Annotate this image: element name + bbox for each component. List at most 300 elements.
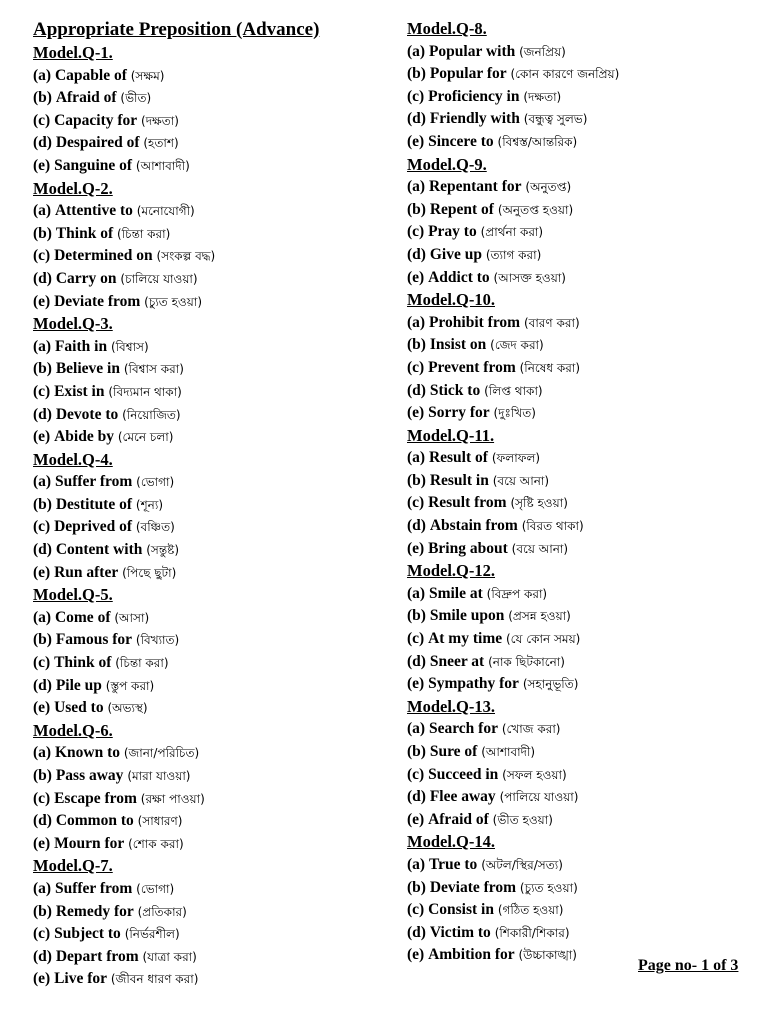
item-label: (b)	[33, 902, 52, 920]
model-title: Model.Q-11.	[407, 425, 495, 445]
item-phrase: Flee away	[429, 788, 496, 806]
model-block	[33, 720, 388, 856]
item-phrase: Sympathy for	[428, 675, 519, 693]
item-label: (e)	[33, 156, 51, 174]
model-title: Model.Q-7.	[33, 856, 113, 876]
preposition-item	[407, 515, 752, 538]
preposition-item	[407, 854, 752, 877]
item-label: (a)	[407, 855, 426, 873]
preposition-item	[407, 786, 752, 809]
item-phrase: Subject to	[54, 925, 121, 943]
item-phrase: Deviate from	[429, 878, 517, 896]
model-block	[407, 831, 752, 967]
item-meaning: (সফল হওয়া)	[502, 767, 567, 782]
item-phrase: Devote to	[55, 405, 119, 423]
preposition-item	[33, 765, 388, 788]
item-meaning: (বয়ে আনা)	[492, 473, 550, 488]
preposition-item	[407, 312, 752, 335]
preposition-item	[33, 901, 388, 924]
preposition-item	[33, 878, 388, 901]
item-meaning: (ফলাফল)	[491, 451, 541, 466]
preposition-item	[33, 629, 388, 652]
preposition-item	[33, 652, 388, 675]
preposition-item	[407, 108, 752, 131]
item-phrase: Prevent from	[428, 358, 516, 376]
item-label: (c)	[407, 630, 425, 648]
item-label: (d)	[33, 947, 52, 965]
item-label: (e)	[407, 404, 425, 422]
preposition-item	[33, 516, 388, 539]
model-title: Model.Q-12.	[407, 561, 495, 581]
item-meaning: (প্রতিকার)	[137, 904, 187, 919]
item-label: (d)	[33, 676, 52, 694]
model-title: Model.Q-9.	[407, 154, 487, 174]
item-label: (e)	[33, 292, 51, 310]
preposition-item	[407, 877, 752, 900]
item-label: (c)	[407, 358, 425, 376]
item-meaning: (বয়ে আনা)	[511, 541, 569, 556]
item-meaning: (বিখ্যাত)	[135, 633, 180, 648]
item-label: (b)	[407, 607, 426, 625]
item-meaning: (সাধারণ)	[137, 814, 183, 829]
item-phrase: Sneer at	[429, 652, 485, 670]
item-label: (e)	[33, 834, 51, 852]
item-meaning: (বিশ্বস্ত/আন্তরিক)	[497, 134, 578, 149]
preposition-item	[33, 132, 388, 155]
preposition-item	[33, 65, 388, 88]
item-label: (b)	[33, 89, 52, 107]
item-phrase: Prohibit from	[428, 313, 521, 331]
preposition-item	[33, 358, 388, 381]
item-label: (e)	[407, 539, 425, 557]
item-label: (a)	[407, 313, 426, 331]
item-phrase: Escape from	[54, 789, 137, 807]
item-phrase: Believe in	[55, 360, 120, 378]
item-meaning: (দক্ষতা)	[141, 113, 179, 128]
model-title: Model.Q-10.	[407, 290, 495, 310]
item-meaning: (অনুতপ্ত হওয়া)	[497, 202, 574, 217]
item-label: (a)	[33, 202, 52, 220]
model-block	[33, 584, 388, 720]
preposition-item	[33, 968, 388, 991]
item-phrase: Search for	[428, 720, 498, 738]
preposition-item	[407, 244, 752, 267]
model-title: Model.Q-6.	[33, 720, 113, 740]
item-phrase: Used to	[54, 699, 104, 717]
item-label: (b)	[33, 360, 52, 378]
item-meaning: (দক্ষতা)	[523, 89, 562, 104]
item-meaning: (পিছে ছুটা)	[122, 565, 177, 580]
item-label: (d)	[407, 245, 426, 263]
preposition-item	[407, 63, 752, 86]
item-phrase: Bring about	[428, 539, 508, 557]
preposition-item	[33, 155, 388, 178]
item-label: (c)	[33, 111, 51, 129]
item-label: (b)	[33, 631, 52, 649]
item-phrase: Capable of	[54, 66, 127, 84]
item-label: (e)	[33, 970, 51, 988]
item-label: (d)	[33, 134, 52, 152]
preposition-item	[407, 651, 752, 674]
item-label: (d)	[407, 110, 426, 128]
preposition-item	[407, 492, 752, 515]
item-phrase: Ambition for	[428, 946, 515, 964]
model-block	[33, 178, 388, 314]
item-meaning: (রক্ষা পাওয়া)	[140, 791, 205, 806]
item-label: (a)	[407, 584, 426, 602]
item-phrase: Determined on	[54, 247, 153, 265]
model-block	[407, 696, 752, 832]
model-block	[33, 42, 388, 178]
item-meaning: (যে কোন সময়)	[505, 632, 581, 647]
item-meaning: (আসা)	[114, 610, 150, 625]
item-phrase: Result of	[428, 449, 488, 467]
preposition-item	[407, 673, 752, 696]
item-phrase: Suffer from	[54, 473, 133, 491]
item-meaning: (নিষেধ করা)	[519, 360, 581, 375]
item-phrase: Result from	[428, 494, 507, 512]
item-phrase: Think of	[54, 654, 112, 672]
item-meaning: (বিদ্যমান থাকা)	[108, 384, 182, 399]
page-number: Page no- 1 of 3	[638, 957, 739, 974]
preposition-item	[407, 357, 752, 380]
preposition-item	[407, 447, 752, 470]
preposition-item	[33, 923, 388, 946]
preposition-item	[33, 110, 388, 133]
model-title: Model.Q-2.	[33, 178, 113, 198]
item-meaning: (পালিয়ে যাওয়া)	[499, 790, 579, 805]
item-phrase: Pile up	[55, 676, 102, 694]
item-label: (d)	[33, 269, 52, 287]
preposition-item	[33, 200, 388, 223]
model-title: Model.Q-3.	[33, 314, 113, 334]
item-phrase: Victim to	[429, 923, 491, 941]
preposition-item	[407, 41, 752, 64]
model-title: Model.Q-4.	[33, 449, 113, 469]
item-meaning: (চিন্তা করা)	[115, 656, 169, 671]
item-meaning: (বিদ্রুপ করা)	[486, 586, 548, 601]
item-label: (d)	[33, 541, 52, 559]
preposition-item	[407, 380, 752, 403]
preposition-item	[407, 922, 752, 945]
item-phrase: Proficiency in	[428, 87, 520, 105]
item-phrase: Abstain from	[429, 517, 518, 535]
item-meaning: (সংকল্প বদ্ধ)	[156, 249, 216, 264]
item-meaning: (বিশ্বাস করা)	[123, 362, 184, 377]
item-meaning: (জানা/পরিচিত)	[123, 746, 200, 761]
item-phrase: Smile upon	[429, 607, 505, 625]
item-label: (e)	[407, 946, 425, 964]
preposition-item	[407, 402, 752, 425]
item-phrase: Mourn for	[54, 834, 125, 852]
item-meaning: (বিশ্বাস)	[110, 339, 149, 354]
item-label: (a)	[33, 473, 52, 491]
item-meaning: (লিপ্ত থাকা)	[484, 383, 543, 398]
preposition-item	[407, 199, 752, 222]
preposition-item	[33, 833, 388, 856]
item-phrase: Result in	[429, 471, 489, 489]
item-phrase: Despaired of	[55, 134, 140, 152]
item-meaning: (ভোগা)	[136, 475, 175, 490]
model-block	[407, 18, 752, 154]
item-meaning: (অটল/স্থির/সত্য)	[481, 857, 563, 872]
preposition-item	[407, 176, 752, 199]
item-phrase: Insist on	[429, 336, 487, 354]
item-phrase: Deviate from	[54, 292, 141, 310]
item-phrase: Destitute of	[55, 495, 133, 513]
preposition-item	[33, 381, 388, 404]
item-phrase: Run after	[54, 563, 119, 581]
item-phrase: Pass away	[55, 767, 124, 784]
item-meaning: (নির্ভরশীল)	[124, 927, 180, 942]
model-block	[407, 154, 752, 290]
item-label: (b)	[407, 336, 426, 354]
item-label: (a)	[407, 720, 426, 738]
item-label: (d)	[407, 652, 426, 670]
item-meaning: (জেদ করা)	[490, 338, 544, 353]
preposition-item	[33, 268, 388, 291]
model-block	[407, 425, 752, 561]
item-phrase: Come of	[54, 608, 111, 626]
preposition-item	[33, 810, 388, 833]
item-meaning: (আশাবাদী)	[135, 158, 190, 173]
item-label: (b)	[33, 767, 52, 784]
item-meaning: (ভীত)	[120, 91, 152, 106]
item-label: (d)	[407, 381, 426, 399]
item-meaning: (ভীত হওয়া)	[492, 812, 553, 827]
item-label: (a)	[33, 66, 52, 84]
item-meaning: (হতাশ)	[143, 136, 179, 151]
item-phrase: Common to	[55, 812, 134, 830]
item-phrase: Remedy for	[55, 902, 134, 920]
item-label: (b)	[407, 471, 426, 489]
item-label: (d)	[407, 517, 426, 535]
preposition-item	[33, 426, 388, 449]
preposition-item	[407, 583, 752, 606]
item-meaning: (মনোযোগী)	[136, 204, 195, 219]
preposition-item	[407, 131, 752, 154]
item-meaning: (জনপ্রিয়)	[519, 44, 566, 59]
item-label: (e)	[33, 563, 51, 581]
item-meaning: (নাক ছিটকানো)	[488, 654, 565, 669]
item-label: (c)	[33, 654, 51, 672]
model-block	[407, 289, 752, 425]
right-column	[407, 18, 752, 967]
model-title: Model.Q-13.	[407, 696, 495, 716]
item-meaning: (মারা যাওয়া)	[127, 769, 191, 783]
item-label: (b)	[33, 224, 52, 242]
item-label: (a)	[33, 879, 52, 897]
item-phrase: Deprived of	[54, 518, 132, 536]
preposition-item	[33, 494, 388, 517]
item-label: (a)	[33, 744, 52, 762]
item-phrase: True to	[428, 855, 478, 873]
item-meaning: (কোন কারণে জনপ্রিয়)	[510, 67, 620, 82]
model-block	[33, 855, 388, 991]
left-column-models	[33, 42, 388, 991]
item-label: (b)	[407, 200, 426, 218]
item-meaning: (সৃষ্টি হওয়া)	[510, 496, 568, 511]
preposition-item	[33, 245, 388, 268]
item-phrase: Smile at	[428, 584, 483, 602]
preposition-item	[407, 605, 752, 628]
preposition-item	[33, 562, 388, 585]
page-title: Appropriate Preposition (Advance)	[33, 19, 320, 40]
item-phrase: Famous for	[55, 631, 133, 649]
item-label: (a)	[33, 608, 52, 626]
item-meaning: (বন্ধুত্ব সুলভ)	[523, 112, 588, 127]
item-label: (e)	[33, 428, 51, 446]
item-meaning: (অনুতপ্ত)	[525, 180, 572, 195]
item-meaning: (দুঃখিত)	[493, 406, 536, 421]
item-phrase: Popular for	[429, 65, 507, 83]
item-phrase: Known to	[54, 744, 120, 762]
model-block	[407, 560, 752, 696]
item-label: (d)	[407, 788, 426, 806]
item-meaning: (প্রসন্ন হওয়া)	[508, 609, 571, 624]
preposition-item	[33, 223, 388, 246]
item-phrase: Content with	[55, 541, 143, 559]
preposition-item	[33, 471, 388, 494]
item-phrase: Sure of	[429, 743, 478, 760]
preposition-item	[407, 470, 752, 493]
item-phrase: Capacity for	[54, 111, 138, 129]
preposition-item	[407, 267, 752, 290]
item-phrase: Think of	[55, 224, 114, 242]
item-label: (e)	[407, 810, 425, 828]
preposition-item	[407, 334, 752, 357]
item-meaning: (গঠিত হওয়া)	[497, 903, 564, 918]
item-phrase: Repentant for	[428, 178, 522, 196]
right-column-models	[407, 18, 752, 967]
item-phrase: Pray to	[428, 223, 477, 241]
item-phrase: Afraid of	[55, 89, 117, 107]
model-title: Model.Q-5.	[33, 585, 113, 605]
item-meaning: (আশাবাদী)	[481, 745, 536, 759]
item-label: (e)	[407, 132, 425, 150]
item-meaning: (উচ্চাকাঙ্খা)	[518, 948, 577, 963]
model-block	[33, 449, 388, 585]
model-title: Model.Q-14.	[407, 832, 495, 852]
preposition-item	[407, 86, 752, 109]
preposition-item	[407, 628, 752, 651]
item-label: (a)	[407, 178, 426, 196]
item-phrase: At my time	[428, 630, 503, 648]
item-label: (c)	[407, 901, 425, 919]
item-label: (c)	[407, 494, 425, 512]
item-meaning: (শোক করা)	[128, 836, 184, 851]
preposition-item	[407, 764, 752, 787]
preposition-item	[33, 788, 388, 811]
item-meaning: (ভোগা)	[136, 881, 175, 896]
preposition-item	[407, 741, 752, 764]
item-label: (b)	[407, 65, 426, 83]
item-meaning: (যাত্রা করা)	[142, 949, 197, 964]
item-meaning: (বারণ করা)	[523, 315, 580, 330]
preposition-item	[33, 87, 388, 110]
preposition-item	[33, 697, 388, 720]
item-meaning: (চ্যুত হওয়া)	[144, 294, 202, 309]
preposition-item	[407, 809, 752, 832]
item-phrase: Depart from	[55, 947, 139, 965]
item-label: (c)	[33, 382, 51, 400]
item-meaning: (স্তুপ করা)	[105, 678, 155, 693]
item-meaning: (চ্যুত হওয়া)	[519, 880, 578, 895]
preposition-item	[33, 291, 388, 314]
item-phrase: Consist in	[428, 901, 494, 919]
item-meaning: (শূন্য)	[135, 497, 163, 512]
item-label: (c)	[33, 247, 51, 265]
item-phrase: Abide by	[54, 428, 114, 446]
model-block	[33, 313, 388, 449]
item-meaning: (অভ্যস্থ)	[107, 701, 148, 716]
item-meaning: (ত্যাগ করা)	[485, 247, 542, 262]
item-phrase: Faith in	[54, 337, 108, 355]
item-meaning: (আসক্ত হওয়া)	[493, 270, 566, 285]
item-label: (c)	[33, 789, 51, 807]
item-phrase: Sorry for	[428, 404, 490, 422]
preposition-item	[33, 675, 388, 698]
preposition-item	[33, 539, 388, 562]
item-phrase: Sanguine of	[54, 156, 133, 174]
item-meaning: (খোজ করা)	[501, 722, 561, 737]
item-meaning: (বঞ্চিত)	[135, 520, 175, 535]
item-phrase: Afraid of	[428, 810, 489, 828]
preposition-item	[33, 607, 388, 630]
preposition-item	[33, 946, 388, 969]
item-phrase: Suffer from	[54, 879, 133, 897]
item-label: (d)	[407, 923, 426, 941]
item-phrase: Live for	[54, 970, 108, 988]
item-label: (c)	[407, 765, 425, 783]
item-label: (e)	[407, 268, 425, 286]
item-meaning: (শিকারী/শিকার)	[494, 925, 570, 940]
item-phrase: Popular with	[428, 42, 516, 60]
item-label: (b)	[407, 878, 426, 896]
item-phrase: Friendly with	[429, 110, 520, 128]
item-meaning: (সক্ষম)	[130, 68, 165, 83]
left-column	[33, 18, 388, 991]
item-label: (c)	[33, 518, 51, 536]
item-phrase: Attentive to	[54, 202, 133, 220]
preposition-item	[407, 221, 752, 244]
item-label: (d)	[33, 405, 52, 423]
item-meaning: (চিন্তা করা)	[117, 226, 171, 241]
item-label: (c)	[407, 87, 425, 105]
preposition-item	[407, 899, 752, 922]
item-label: (a)	[407, 449, 426, 467]
item-label: (e)	[33, 699, 51, 717]
item-phrase: Sincere to	[428, 132, 494, 150]
item-label: (c)	[33, 925, 51, 943]
model-title: Model.Q-8.	[407, 19, 487, 38]
item-label: (c)	[407, 223, 425, 241]
item-meaning: (সহানুভূতি)	[522, 677, 579, 692]
item-meaning: (সন্তুষ্ট)	[146, 543, 180, 558]
item-phrase: Stick to	[429, 381, 481, 399]
item-meaning: (চালিয়ে যাওয়া)	[120, 271, 198, 286]
item-meaning: (মেনে চলা)	[117, 430, 174, 445]
item-label: (b)	[407, 743, 426, 760]
item-phrase: Exist in	[54, 382, 105, 400]
item-phrase: Give up	[429, 245, 482, 263]
item-phrase: Succeed in	[428, 765, 499, 783]
item-phrase: Addict to	[428, 268, 490, 286]
item-meaning: (জীবন ধারণ করা)	[110, 972, 199, 987]
model-title: Model.Q-1.	[33, 43, 113, 62]
preposition-item	[33, 336, 388, 359]
item-label: (d)	[33, 812, 52, 830]
